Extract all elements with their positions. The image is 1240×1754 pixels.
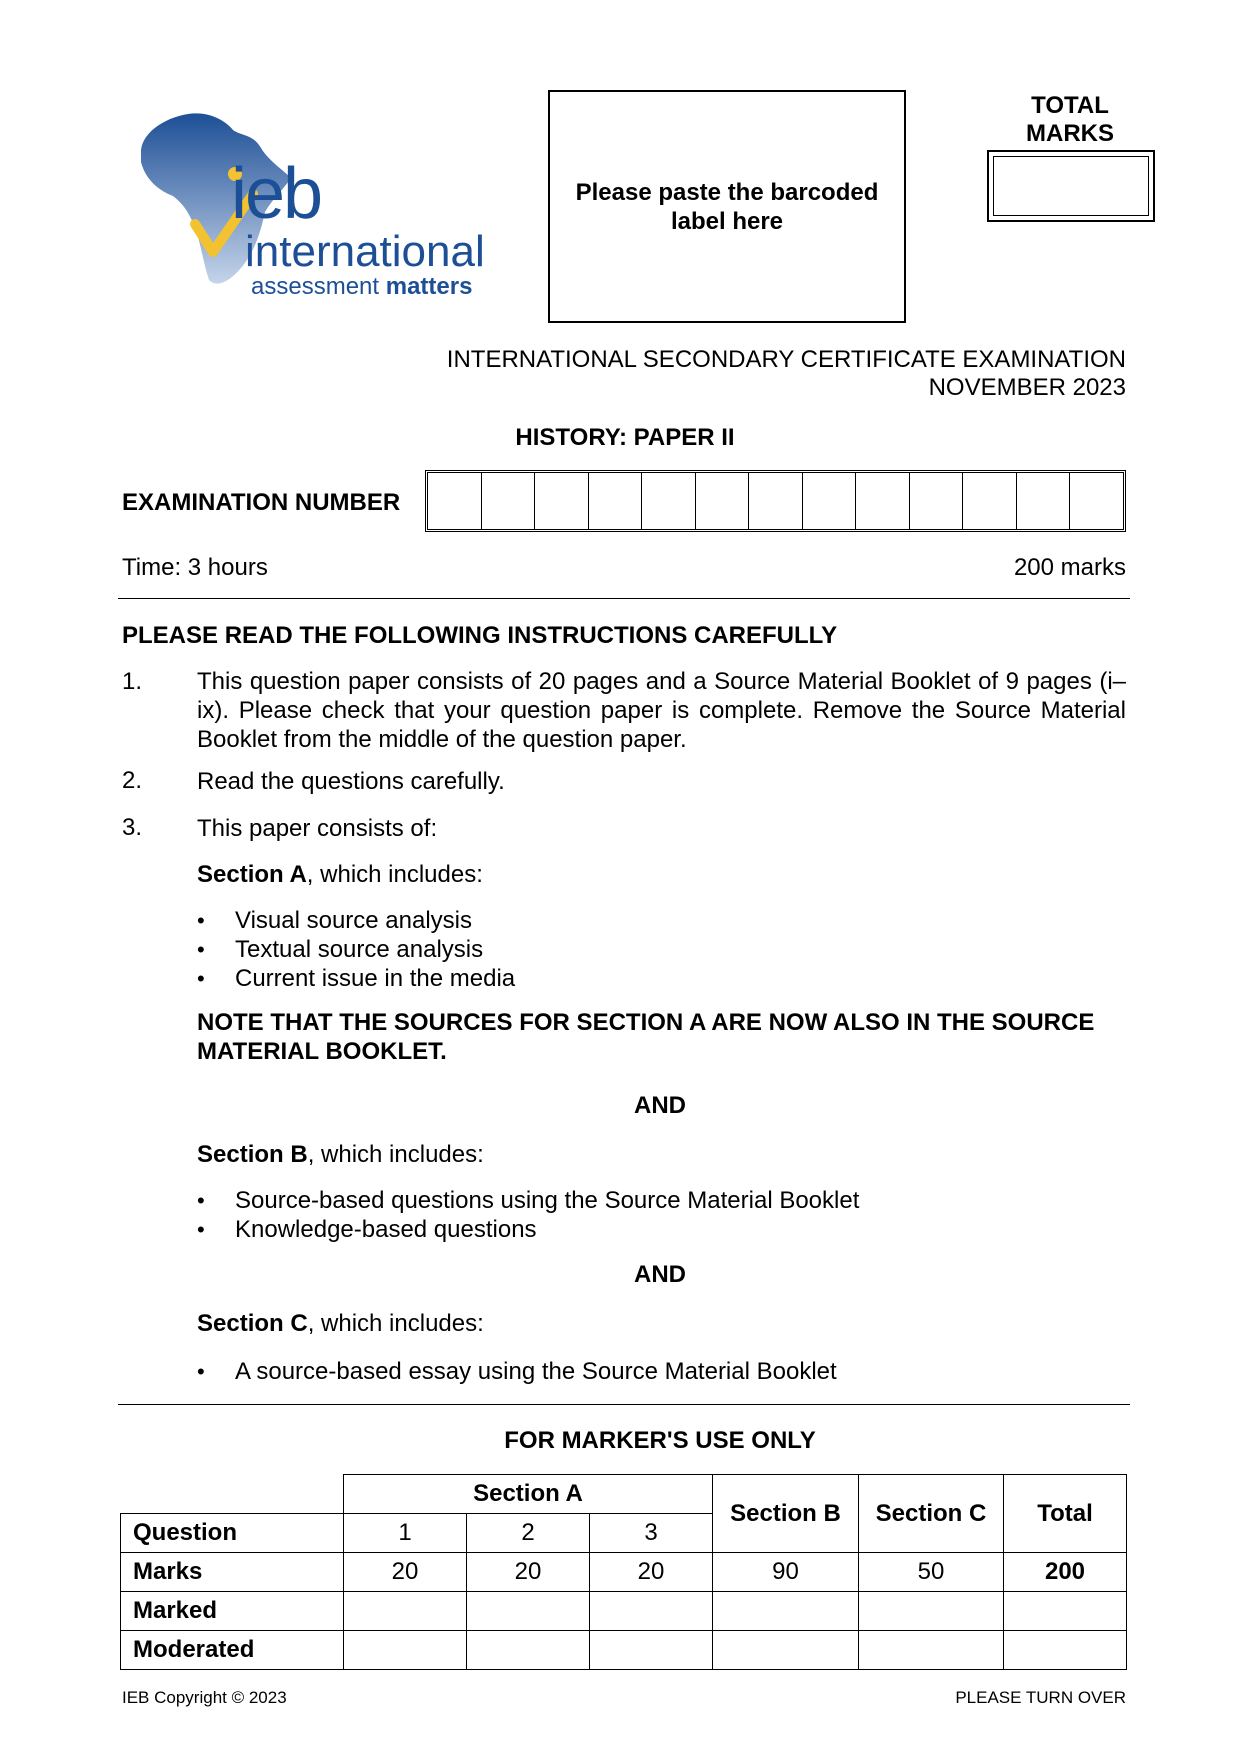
exam-number-cell[interactable] bbox=[535, 473, 589, 529]
and-separator: AND bbox=[634, 1092, 686, 1119]
exam-number-cell[interactable] bbox=[856, 473, 910, 529]
marks-cell: 90 bbox=[713, 1553, 859, 1592]
exam-number-cell[interactable] bbox=[696, 473, 750, 529]
question-number: 1 bbox=[344, 1514, 467, 1553]
row-label-question: Question bbox=[121, 1514, 344, 1553]
paper-title: HISTORY: PAPER II bbox=[515, 424, 735, 451]
moderated-cell[interactable] bbox=[590, 1631, 713, 1670]
instruction-1: This question paper consists of 20 pages and a Source Material Booklet of 9 pages (i–ix). Please check that your question paper is complete. Remove the Source Material Booklet from the middle of the question paper. bbox=[197, 668, 1126, 753]
moderated-cell[interactable] bbox=[467, 1631, 590, 1670]
row-label-marked: Marked bbox=[121, 1592, 344, 1631]
logo-international-text: international bbox=[245, 227, 485, 276]
section-c-list bbox=[197, 1357, 837, 1386]
marked-cell[interactable] bbox=[344, 1592, 467, 1631]
moderated-cell[interactable] bbox=[713, 1631, 859, 1670]
marks-cell: 50 bbox=[859, 1553, 1004, 1592]
total-header: Total bbox=[1004, 1475, 1127, 1553]
exam-number-cell[interactable] bbox=[910, 473, 964, 529]
section-b-name: Section B bbox=[197, 1141, 308, 1168]
exam-number-cell[interactable] bbox=[428, 473, 482, 529]
table-row bbox=[121, 1592, 1127, 1631]
barcode-label-line2: label here bbox=[670, 207, 784, 235]
exam-marks: 200 marks bbox=[1013, 554, 1126, 581]
marks-total-cell: 200 bbox=[1004, 1553, 1127, 1592]
exam-number-cell[interactable] bbox=[749, 473, 803, 529]
ieb-logo bbox=[133, 112, 493, 307]
section-a-list bbox=[197, 906, 515, 993]
total-marks-label bbox=[985, 92, 1155, 148]
section-c-name: Section C bbox=[197, 1310, 308, 1337]
list-item: • Knowledge-based questions bbox=[197, 1215, 859, 1244]
marker-table-title: FOR MARKER'S USE ONLY bbox=[504, 1427, 816, 1454]
marked-cell[interactable] bbox=[859, 1592, 1004, 1631]
row-label-marks: Marks bbox=[121, 1553, 344, 1592]
list-item: • Textual source analysis bbox=[197, 935, 515, 964]
exam-number-cell[interactable] bbox=[589, 473, 643, 529]
exam-number-cell[interactable] bbox=[803, 473, 857, 529]
section-c-header: Section C bbox=[859, 1475, 1004, 1553]
total-marks-line1: TOTAL bbox=[1031, 92, 1109, 119]
barcode-label-line1: Please paste the barcoded bbox=[575, 178, 879, 206]
barcode-label-box bbox=[548, 90, 906, 323]
total-marks-box[interactable] bbox=[987, 150, 1155, 222]
total-marks-line2: MARKS bbox=[1026, 120, 1114, 147]
instruction-2: Read the questions carefully. bbox=[197, 768, 505, 795]
marked-cell[interactable] bbox=[467, 1592, 590, 1631]
logo-tagline-plain: assessment bbox=[251, 273, 380, 300]
item-number: 2. bbox=[122, 767, 143, 794]
list-item: • Visual source analysis bbox=[197, 906, 515, 935]
section-a-note: NOTE THAT THE SOURCES FOR SECTION A ARE NOW ALSO IN THE SOURCE MATERIAL BOOKLET. bbox=[197, 1009, 1095, 1065]
and-separator: AND bbox=[634, 1261, 686, 1288]
marked-cell[interactable] bbox=[1004, 1592, 1127, 1631]
section-a-intro bbox=[197, 860, 483, 889]
footer-turn-over: PLEASE TURN OVER bbox=[955, 1688, 1126, 1707]
exam-number-cell[interactable] bbox=[1017, 473, 1071, 529]
section-a-name: Section A bbox=[197, 861, 307, 888]
question-number: 3 bbox=[590, 1514, 713, 1553]
exam-title bbox=[400, 346, 1126, 402]
list-item: • Source-based questions using the Source Material Booklet bbox=[197, 1186, 859, 1215]
table-row bbox=[121, 1553, 1127, 1592]
section-b-suffix: , which includes: bbox=[307, 1141, 484, 1168]
list-item: • Current issue in the media bbox=[197, 964, 515, 993]
section-a-suffix: , which includes: bbox=[306, 861, 483, 888]
exam-title-line2: NOVEMBER 2023 bbox=[928, 374, 1126, 401]
marks-cell: 20 bbox=[344, 1553, 467, 1592]
exam-title-line1: INTERNATIONAL SECONDARY CERTIFICATE EXAMINATION bbox=[446, 346, 1126, 373]
logo-ieb-text: ieb bbox=[231, 154, 322, 234]
row-label-moderated: Moderated bbox=[121, 1631, 344, 1670]
exam-number-cell[interactable] bbox=[1070, 473, 1123, 529]
instructions-heading: PLEASE READ THE FOLLOWING INSTRUCTIONS CAREFULLY bbox=[122, 622, 838, 649]
marked-cell[interactable] bbox=[590, 1592, 713, 1631]
item-number: 3. bbox=[122, 814, 143, 841]
exam-number-cell[interactable] bbox=[642, 473, 696, 529]
logo-tagline bbox=[251, 274, 472, 300]
footer-copyright: IEB Copyright © 2023 bbox=[122, 1688, 287, 1707]
divider bbox=[118, 1404, 1130, 1405]
section-c-intro bbox=[197, 1309, 484, 1338]
exam-number-cell[interactable] bbox=[482, 473, 536, 529]
divider bbox=[118, 598, 1130, 599]
marks-cell: 20 bbox=[467, 1553, 590, 1592]
list-item: • A source-based essay using the Source Material Booklet bbox=[197, 1357, 837, 1386]
logo-tagline-bold: matters bbox=[385, 273, 473, 300]
moderated-cell[interactable] bbox=[1004, 1631, 1127, 1670]
table-row bbox=[121, 1631, 1127, 1670]
moderated-cell[interactable] bbox=[344, 1631, 467, 1670]
section-c-suffix: , which includes: bbox=[307, 1310, 484, 1337]
section-b-intro bbox=[197, 1140, 484, 1169]
moderated-cell[interactable] bbox=[859, 1631, 1004, 1670]
section-a-header: Section A bbox=[344, 1475, 713, 1514]
section-b-header: Section B bbox=[713, 1475, 859, 1553]
exam-time: Time: 3 hours bbox=[122, 554, 268, 581]
table-blank-cell bbox=[121, 1475, 344, 1514]
marker-table bbox=[120, 1474, 1127, 1670]
marks-cell: 20 bbox=[590, 1553, 713, 1592]
exam-number-grid[interactable] bbox=[425, 470, 1126, 532]
section-b-list bbox=[197, 1186, 859, 1244]
instruction-3: This paper consists of: bbox=[197, 815, 438, 842]
item-number: 1. bbox=[122, 668, 143, 695]
exam-number-label: EXAMINATION NUMBER bbox=[122, 489, 401, 516]
exam-number-cell[interactable] bbox=[963, 473, 1017, 529]
marked-cell[interactable] bbox=[713, 1592, 859, 1631]
question-number: 2 bbox=[467, 1514, 590, 1553]
